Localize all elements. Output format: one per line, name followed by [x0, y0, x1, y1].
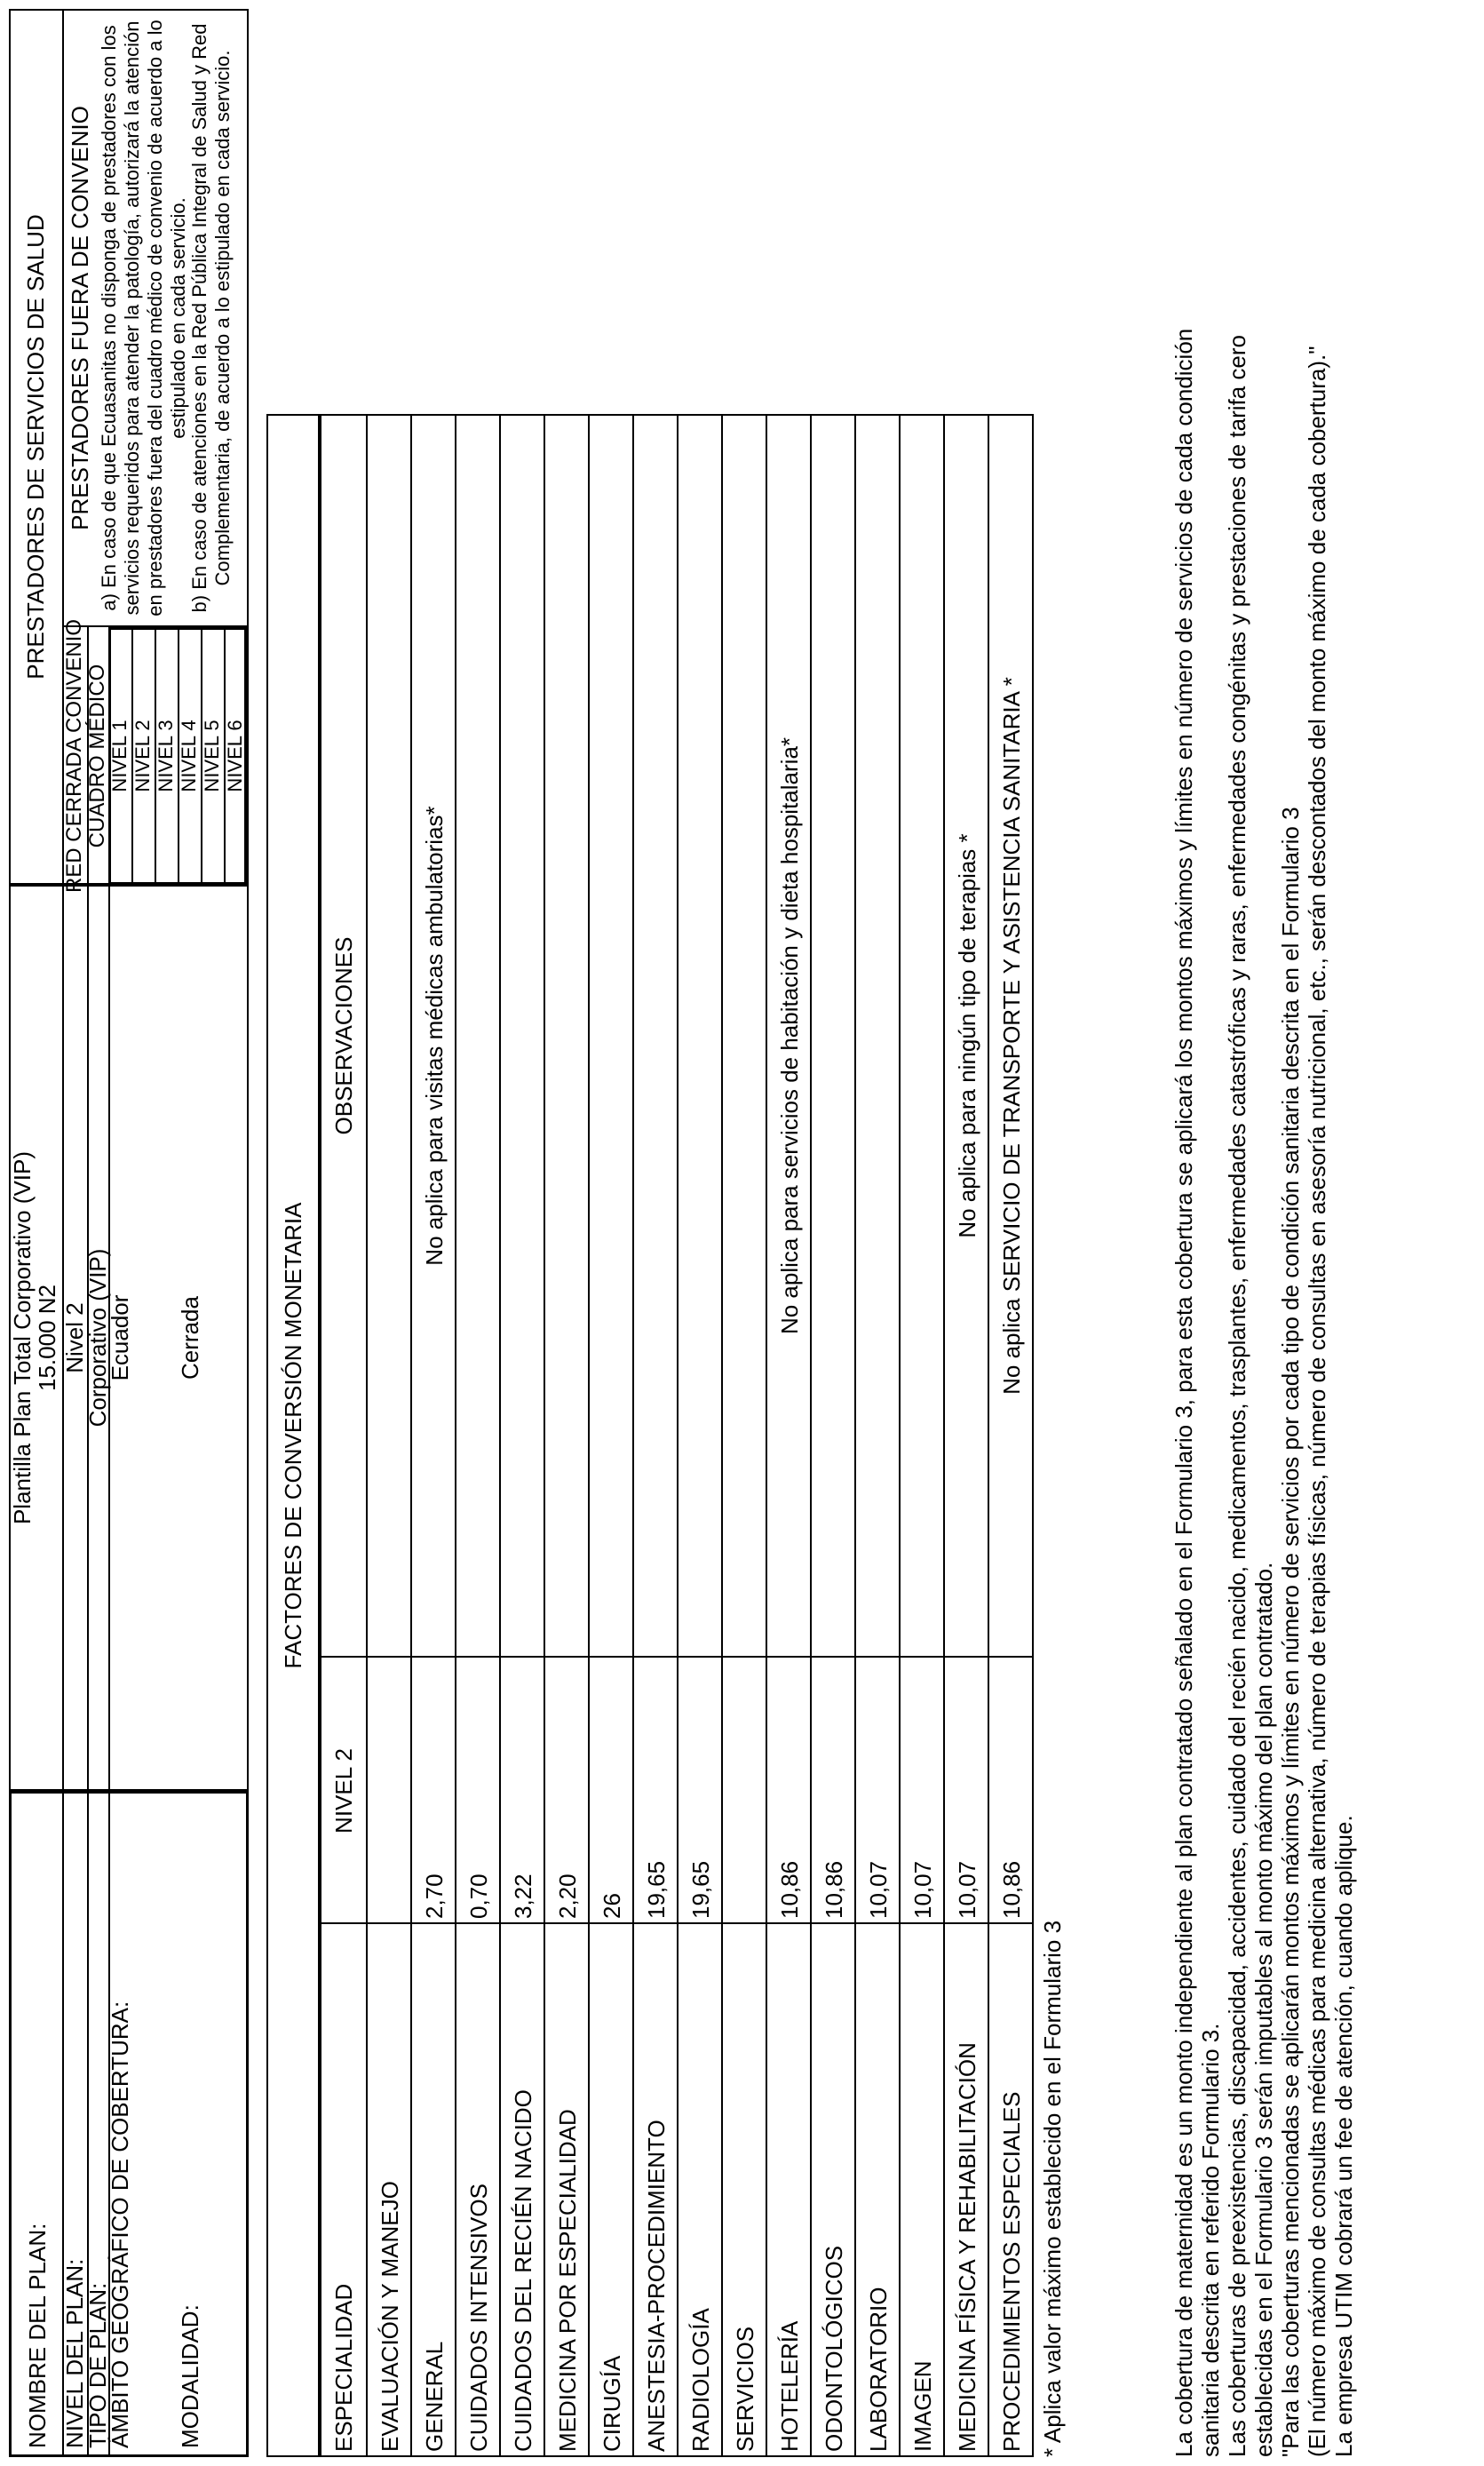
row-especialidad: EVALUACIÓN Y MANEJO	[376, 2181, 403, 2452]
red-cerrada-convenio: RED CERRADA CONVENIO	[62, 618, 86, 894]
note-line-4: establecidas en el Formulario 3 serán imputables al monto máximo del plan contratado.	[1250, 1562, 1277, 2457]
label-tipo-plan: TIPO DE PLAN:	[83, 2282, 111, 2448]
nivel-4: NIVEL 4	[178, 720, 200, 792]
row-factor-value: 10,86	[997, 1860, 1025, 1919]
row-factor-value: 26	[598, 1893, 625, 1919]
value-nombre-line2: 15.000 N2	[33, 1285, 60, 1391]
row-observacion	[812, 414, 856, 1658]
label-modalidad: MODALIDAD:	[176, 2304, 203, 2448]
row-factor-value: 19,65	[686, 1860, 714, 1919]
note-line-1: La cobertura de maternidad es un monto independiente al plan contratado señalado en el Formulario 3, para esta cobertura se aplicará los montos máximos y límites en número de servicios de cada condición	[1170, 328, 1197, 2457]
note-line-6: (El número máximo de consultas médicas para medicina alternativa, número de terapias físicas, número de consultas en asesoría nutricional, etc., serán descontados del monto máximo de cada cobertura)."	[1303, 346, 1330, 2457]
row-especialidad: CUIDADOS DEL RECIÉN NACIDO	[509, 2089, 536, 2452]
row-especialidad: LABORATORIO	[864, 2287, 892, 2452]
row-especialidad: RADIOLOGÍA	[686, 2308, 714, 2452]
fuera-convenio-title: PRESTADORES FUERA DE CONVENIO	[66, 106, 93, 530]
row-especialidad: PROCEDIMIENTOS ESPECIALES	[997, 2091, 1025, 2452]
col-nivel: NIVEL 2	[329, 1748, 357, 1834]
row-factor-value: 3,22	[509, 1873, 536, 1919]
row-factor-value: 2,70	[420, 1873, 448, 1919]
row-factor-value: 10,07	[909, 1860, 936, 1919]
row-especialidad: ODONTOLÓGICOS	[820, 2245, 847, 2452]
row-especialidad: MEDICINA FÍSICA Y REHABILITACIÓN	[953, 2042, 980, 2452]
label-nombre-plan: NOMBRE DEL PLAN:	[23, 2223, 51, 2448]
label-nivel-plan: NIVEL DEL PLAN:	[60, 2258, 88, 2448]
row-factor-value: 10,07	[864, 1860, 892, 1919]
row-observacion: No aplica para servicios de habitación y dieta hospitalaria*	[775, 736, 803, 1335]
row-especialidad: HOTELERÍA	[775, 2320, 803, 2452]
row-observacion	[590, 414, 634, 1658]
row-factor-value: 2,20	[553, 1873, 581, 1919]
row-factor-value: 0,70	[464, 1873, 492, 1919]
nivel-5: NIVEL 5	[201, 720, 223, 792]
row-especialidad: CIRUGÍA	[598, 2355, 625, 2452]
row-factor-value: 10,86	[775, 1860, 803, 1919]
factores-title: FACTORES DE CONVERSIÓN MONETARIA	[279, 1202, 306, 1669]
row-especialidad: GENERAL	[420, 2341, 448, 2452]
nivel-6: NIVEL 6	[224, 720, 246, 792]
row-especialidad: IMAGEN	[909, 2360, 936, 2452]
prestadores-title: PRESTADORES DE SERVICIOS DE SALUD	[21, 214, 49, 680]
row-observacion	[545, 414, 590, 1658]
factores-footnote: * Aplica valor máximo establecido en el Formulario 3	[1038, 1920, 1066, 2457]
row-especialidad: MEDICINA POR ESPECIALIDAD	[553, 2109, 581, 2452]
col-observaciones: OBSERVACIONES	[329, 936, 357, 1135]
value-ambito: Ecuador	[106, 1294, 133, 1381]
row-factor-value: 10,86	[820, 1860, 847, 1919]
nivel-2: NIVEL 2	[131, 720, 154, 792]
note-line-7: La empresa UTIM cobrará un fee de atención, cuando aplique.	[1329, 1815, 1357, 2457]
nivel-3: NIVEL 3	[155, 720, 177, 792]
value-modalidad: Cerrada	[176, 1296, 203, 1380]
row-especialidad: SERVICIOS	[731, 2326, 758, 2452]
row-factor-value: 10,07	[953, 1860, 980, 1919]
row-observacion	[501, 414, 545, 1658]
row-observacion: No aplica para visitas médicas ambulatorias*	[420, 806, 448, 1266]
label-ambito: ÁMBITO GEOGRÁFICO DE COBERTURA:	[106, 2001, 133, 2448]
note-line-2: sanitaria descrita en referido Formulario 3.	[1196, 2023, 1224, 2457]
row-observacion	[679, 414, 723, 1658]
row-observacion	[456, 414, 501, 1658]
fuera-convenio-a: a) En caso de que Ecuasanitas no disponga de prestadores con los servicios requeridos para atender la patología, autorizará la atención en prestadores fuera del cuadro médico de convenio de acuerdo a lo estipulado en cada servicio.	[98, 20, 189, 616]
value-tipo: Corporativo (VIP)	[83, 1248, 111, 1428]
row-factor-value: 19,65	[642, 1860, 670, 1919]
row-observacion	[723, 414, 767, 1658]
note-line-5: "Para las coberturas mencionadas se aplicarán montos máximos y límites en número de servicios por cada tipo de condición sanitaria descrita en el Formulario 3	[1276, 807, 1304, 2457]
row-especialidad: CUIDADOS INTENSIVOS	[464, 2184, 492, 2452]
row-observacion	[634, 414, 679, 1658]
fuera-convenio-b: b) En caso de atenciones en la Red Pública Integral de Salud y Red Complementaria, de acuerdo a lo estipulado en cada servicio.	[188, 23, 234, 613]
row-observacion: No aplica para ningún tipo de terapias *	[953, 833, 980, 1238]
row-observacion: No aplica SERVICIO DE TRANSPORTE Y ASISTENCIA SANITARIA *	[997, 677, 1025, 1395]
value-nivel: Nivel 2	[60, 1302, 88, 1373]
row-observacion	[901, 414, 945, 1658]
nivel-1: NIVEL 1	[108, 720, 131, 792]
col-especialidad: ESPECIALIDAD	[329, 2283, 357, 2452]
note-line-3: Las coberturas de preexistencias, discapacidad, accidentes, cuidado del recién nacido, medicamentos, trasplantes, enfermedades catastróficas y raras, enfermedades congénitas y prestaciones de tarifa cero	[1223, 335, 1250, 2457]
row-factor-value	[723, 1658, 767, 1924]
row-observacion	[368, 414, 412, 1658]
row-observacion	[856, 414, 901, 1658]
value-nombre-line1: Plantilla Plan Total Corporativo (VIP)	[8, 1150, 36, 1525]
row-factor-value	[368, 1658, 412, 1924]
cuadro-medico: CUADRO MÉDICO	[85, 664, 109, 848]
row-especialidad: ANESTESIA-PROCEDIMIENTO	[642, 2120, 670, 2452]
